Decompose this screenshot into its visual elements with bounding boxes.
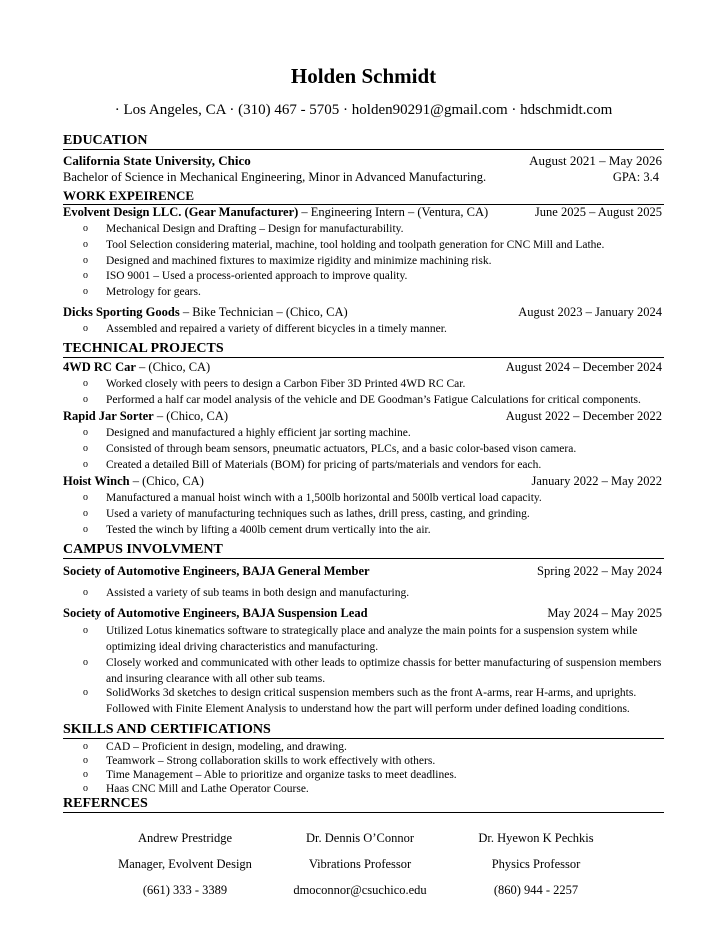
list-item: o Metrology for gears. xyxy=(83,286,201,298)
list-item: o Assembled and repaired a variety of different bicycles in a timely manner. xyxy=(83,323,447,335)
list-item: o Performed a half car model analysis of the vehicle and DE Goodman’s Fatigue Calculations for critical components. xyxy=(83,394,641,406)
project-dates: August 2022 – December 2022 xyxy=(505,409,662,423)
contact-line: · Los Angeles, CA · (310) 467 - 5705 · holden90291@gmail.com · hdschmidt.com xyxy=(114,102,613,118)
job-role: – Bike Technician – (Chico, CA) xyxy=(179,305,348,319)
school-name: California State University, Chico xyxy=(63,153,251,168)
reference-contact: (661) 333 - 3389 xyxy=(142,883,228,897)
list-item: o Utilized Lotus kinematics software to strategically place and analyze the main points for a suspension system while optimizing ideal driving characteristics and manufacturing. xyxy=(83,625,638,653)
skills-heading: SKILLS AND CERTIFICATIONS xyxy=(63,722,664,739)
list-item: o Designed and manufactured a highly efficient jar sorting machine. xyxy=(83,427,411,439)
project-name: Hoist Winch xyxy=(63,474,130,488)
list-item: o Manufactured a manual hoist winch with a 1,500lb horizontal and 500lb vertical load capacity. xyxy=(83,492,542,504)
job-dates: June 2025 – August 2025 xyxy=(534,205,662,219)
reference-title: Vibrations Professor xyxy=(308,857,412,871)
job-dates: August 2023 – January 2024 xyxy=(518,305,662,319)
campus-dates: May 2024 – May 2025 xyxy=(547,606,662,620)
campus-header-row xyxy=(63,606,662,621)
list-item: o Used a variety of manufacturing techniques such as lathes, drill press, casting, and grinding. xyxy=(83,508,530,520)
references-heading: REFERNCES xyxy=(63,796,664,813)
list-item: o Teamwork – Strong collaboration skills to work effectively with others. xyxy=(83,755,436,767)
list-item: o Time Management – Able to prioritize and organize tasks to meet deadlines. xyxy=(83,769,457,781)
work-heading: WORK EXPEIRENCE xyxy=(63,188,664,205)
projects-heading: TECHNICAL PROJECTS xyxy=(63,341,664,358)
reference-card xyxy=(436,829,636,907)
list-item: o Mechanical Design and Drafting – Design for manufacturability. xyxy=(83,223,404,235)
reference-card xyxy=(260,829,460,907)
project-dates: August 2024 – December 2024 xyxy=(505,360,662,374)
education-school-row xyxy=(63,153,662,168)
candidate-name: Holden Schmidt xyxy=(290,64,437,88)
reference-card xyxy=(85,829,285,907)
education-heading: EDUCATION xyxy=(63,133,664,150)
list-item: o ISO 9001 – Used a process-oriented approach to improve quality. xyxy=(83,270,408,282)
campus-header-row xyxy=(63,564,662,579)
project-header-row: Rapid Jar Sorter – (Chico, CA) August 2022 – December 2022 xyxy=(63,409,662,423)
list-item: o SolidWorks 3d sketches to design critical suspension members such as the front A-arms, rear H-arms, and uprights. Followed with Finite Element Analysis to understand how the part will perform under defined loading conditions. xyxy=(83,687,637,715)
reference-name: Dr. Dennis O’Connor xyxy=(306,831,414,845)
reference-title: Manager, Evolvent Design xyxy=(118,857,252,871)
list-item: o Worked closely with peers to design a Carbon Fiber 3D Printed 4WD RC Car. xyxy=(83,378,466,390)
gpa-text: GPA: 3.4 xyxy=(612,170,659,184)
list-item: o Tested the winch by lifting a 400lb cement drum vertically into the air. xyxy=(83,524,431,536)
campus-heading: CAMPUS INVOLVMENT xyxy=(63,542,664,559)
list-item: o CAD – Proficient in design, modeling, and drawing. xyxy=(83,741,347,753)
job-role: – Engineering Intern – (Ventura, CA) xyxy=(298,205,489,219)
list-item: o Closely worked and communicated with other leads to optimize chassis for better manufacturing of suspension members and insuring clearance with all other sub teams. xyxy=(83,657,662,685)
project-name: Rapid Jar Sorter xyxy=(63,409,154,423)
education-degree-row xyxy=(63,170,662,185)
campus-role: Society of Automotive Engineers, BAJA Suspension Lead xyxy=(63,606,368,620)
reference-title: Physics Professor xyxy=(491,857,581,871)
reference-name: Dr. Hyewon K Pechkis xyxy=(478,831,594,845)
degree-text: Bachelor of Science in Mechanical Engineering, Minor in Advanced Manufacturing. xyxy=(63,170,487,184)
list-item: o Assisted a variety of sub teams in both design and manufacturing. xyxy=(83,587,410,599)
project-header-row: 4WD RC Car – (Chico, CA) August 2024 – December 2024 xyxy=(63,360,662,374)
reference-name: Andrew Prestridge xyxy=(137,831,233,845)
job-header-row xyxy=(63,305,662,320)
campus-role: Society of Automotive Engineers, BAJA General Member xyxy=(63,564,370,578)
job-org: Dicks Sporting Goods xyxy=(63,305,180,319)
reference-contact: dmoconnor@csuchico.edu xyxy=(293,883,427,897)
project-header-row: Hoist Winch – (Chico, CA) January 2022 – May 2022 xyxy=(63,474,662,488)
list-item: o Designed and machined fixtures to maximize rigidity and minimize machining risk. xyxy=(83,255,492,267)
list-item: o Consisted of through beam sensors, pneumatic actuators, PLCs, and a basic color-based vison camera. xyxy=(83,443,577,455)
list-item: o Created a detailed Bill of Materials (BOM) for pricing of parts/materials and vendors for each. xyxy=(83,459,542,471)
list-item: o Tool Selection considering material, machine, tool holding and toolpath generation for CNC Mill and Lathe. xyxy=(83,239,605,251)
campus-dates: Spring 2022 – May 2024 xyxy=(537,564,662,578)
project-dates: January 2022 – May 2022 xyxy=(531,474,662,488)
reference-contact: (860) 944 - 2257 xyxy=(493,883,579,897)
school-dates: August 2021 – May 2026 xyxy=(529,153,662,168)
job-org: Evolvent Design LLC. (Gear Manufacturer) xyxy=(63,205,299,219)
job-header-row xyxy=(63,205,662,220)
project-name: 4WD RC Car xyxy=(63,360,136,374)
list-item: o Haas CNC Mill and Lathe Operator Course. xyxy=(83,783,309,795)
